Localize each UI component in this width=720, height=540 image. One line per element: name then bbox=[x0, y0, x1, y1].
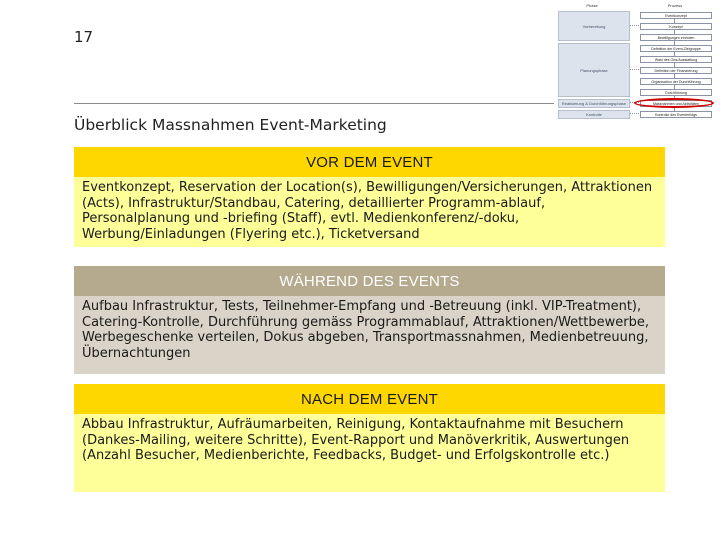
section-text: Aufbau Infrastruktur, Tests, Teilnehmer-Empfang und -Betreuung (inkl. VIP-Treatment), Catering-Kontrolle, Durchführung gemäss Programmablauf, Attraktionen/Wettbewerbe, Werbegeschenke verteilen, Dokus abgeben, Transportmassnahmen, Medienbetreuung, Übernachtungen bbox=[74, 296, 665, 374]
diagram-step: Konzept bbox=[640, 23, 712, 30]
diagram-phase: Realisierung & Durchführungsphase bbox=[558, 99, 630, 108]
section-text: Abbau Infrastruktur, Aufräumarbeiten, Reinigung, Kontaktaufnahme mit Besuchern (Dankes-Mailing, weitere Schritte), Event-Rapport und Manöverkritik, Auswertungen (Anzahl Besucher, Medienberichte, Feedbacks, Budget- und Erfolgskontrolle etc.) bbox=[74, 414, 665, 492]
diagram-connector bbox=[630, 25, 639, 26]
diagram-phase: Kontrolle bbox=[558, 110, 630, 119]
diagram-step: Wahl des Orts/Ausstattung bbox=[640, 56, 712, 63]
diagram-step: Definition der Event-Zielgruppe bbox=[640, 45, 712, 52]
page-number: 17 bbox=[74, 28, 94, 46]
diagram-step: Massnahmen und Aktivitäten bbox=[640, 100, 712, 107]
section-before-event bbox=[74, 147, 665, 247]
section-after-event bbox=[74, 384, 665, 492]
section-heading: WÄHREND DES EVENTS bbox=[74, 266, 665, 296]
diagram-column-process: Prozess bbox=[667, 3, 683, 8]
process-diagram bbox=[556, 3, 716, 121]
section-heading: VOR DEM EVENT bbox=[74, 147, 665, 177]
diagram-connector bbox=[630, 113, 639, 114]
diagram-step: Durchführung bbox=[640, 89, 712, 96]
diagram-step: Organisation der Durchführung bbox=[640, 78, 712, 85]
title-rule bbox=[74, 103, 554, 104]
slide-title: Überblick Massnahmen Event-Marketing bbox=[74, 116, 387, 134]
section-during-event bbox=[74, 266, 665, 374]
diagram-column-phase: Phase bbox=[586, 3, 598, 8]
diagram-step: Bewilligungen einholen bbox=[640, 34, 712, 41]
diagram-highlight-ellipse bbox=[634, 98, 714, 108]
diagram-step: Eventkonzept bbox=[640, 12, 712, 19]
section-text: Eventkonzept, Reservation der Location(s), Bewilligungen/Versicherungen, Attraktionen (Acts), Infrastruktur/Standbau, Catering, detaillierter Programm-ablauf, Personalplanung und -briefing (Staff), evtl. Medienkonferenz/-doku, Werbung/Einladungen (Flyering etc.), Ticketversand bbox=[74, 177, 665, 247]
diagram-phase: Planungsphase bbox=[558, 43, 630, 97]
diagram-connector bbox=[630, 69, 639, 70]
diagram-step: Definition der Finanzierung bbox=[640, 67, 712, 74]
diagram-phase: Vorbereitung bbox=[558, 11, 630, 41]
diagram-step: Kontrolle des Eventerfolgs bbox=[640, 111, 712, 118]
section-heading: NACH DEM EVENT bbox=[74, 384, 665, 414]
